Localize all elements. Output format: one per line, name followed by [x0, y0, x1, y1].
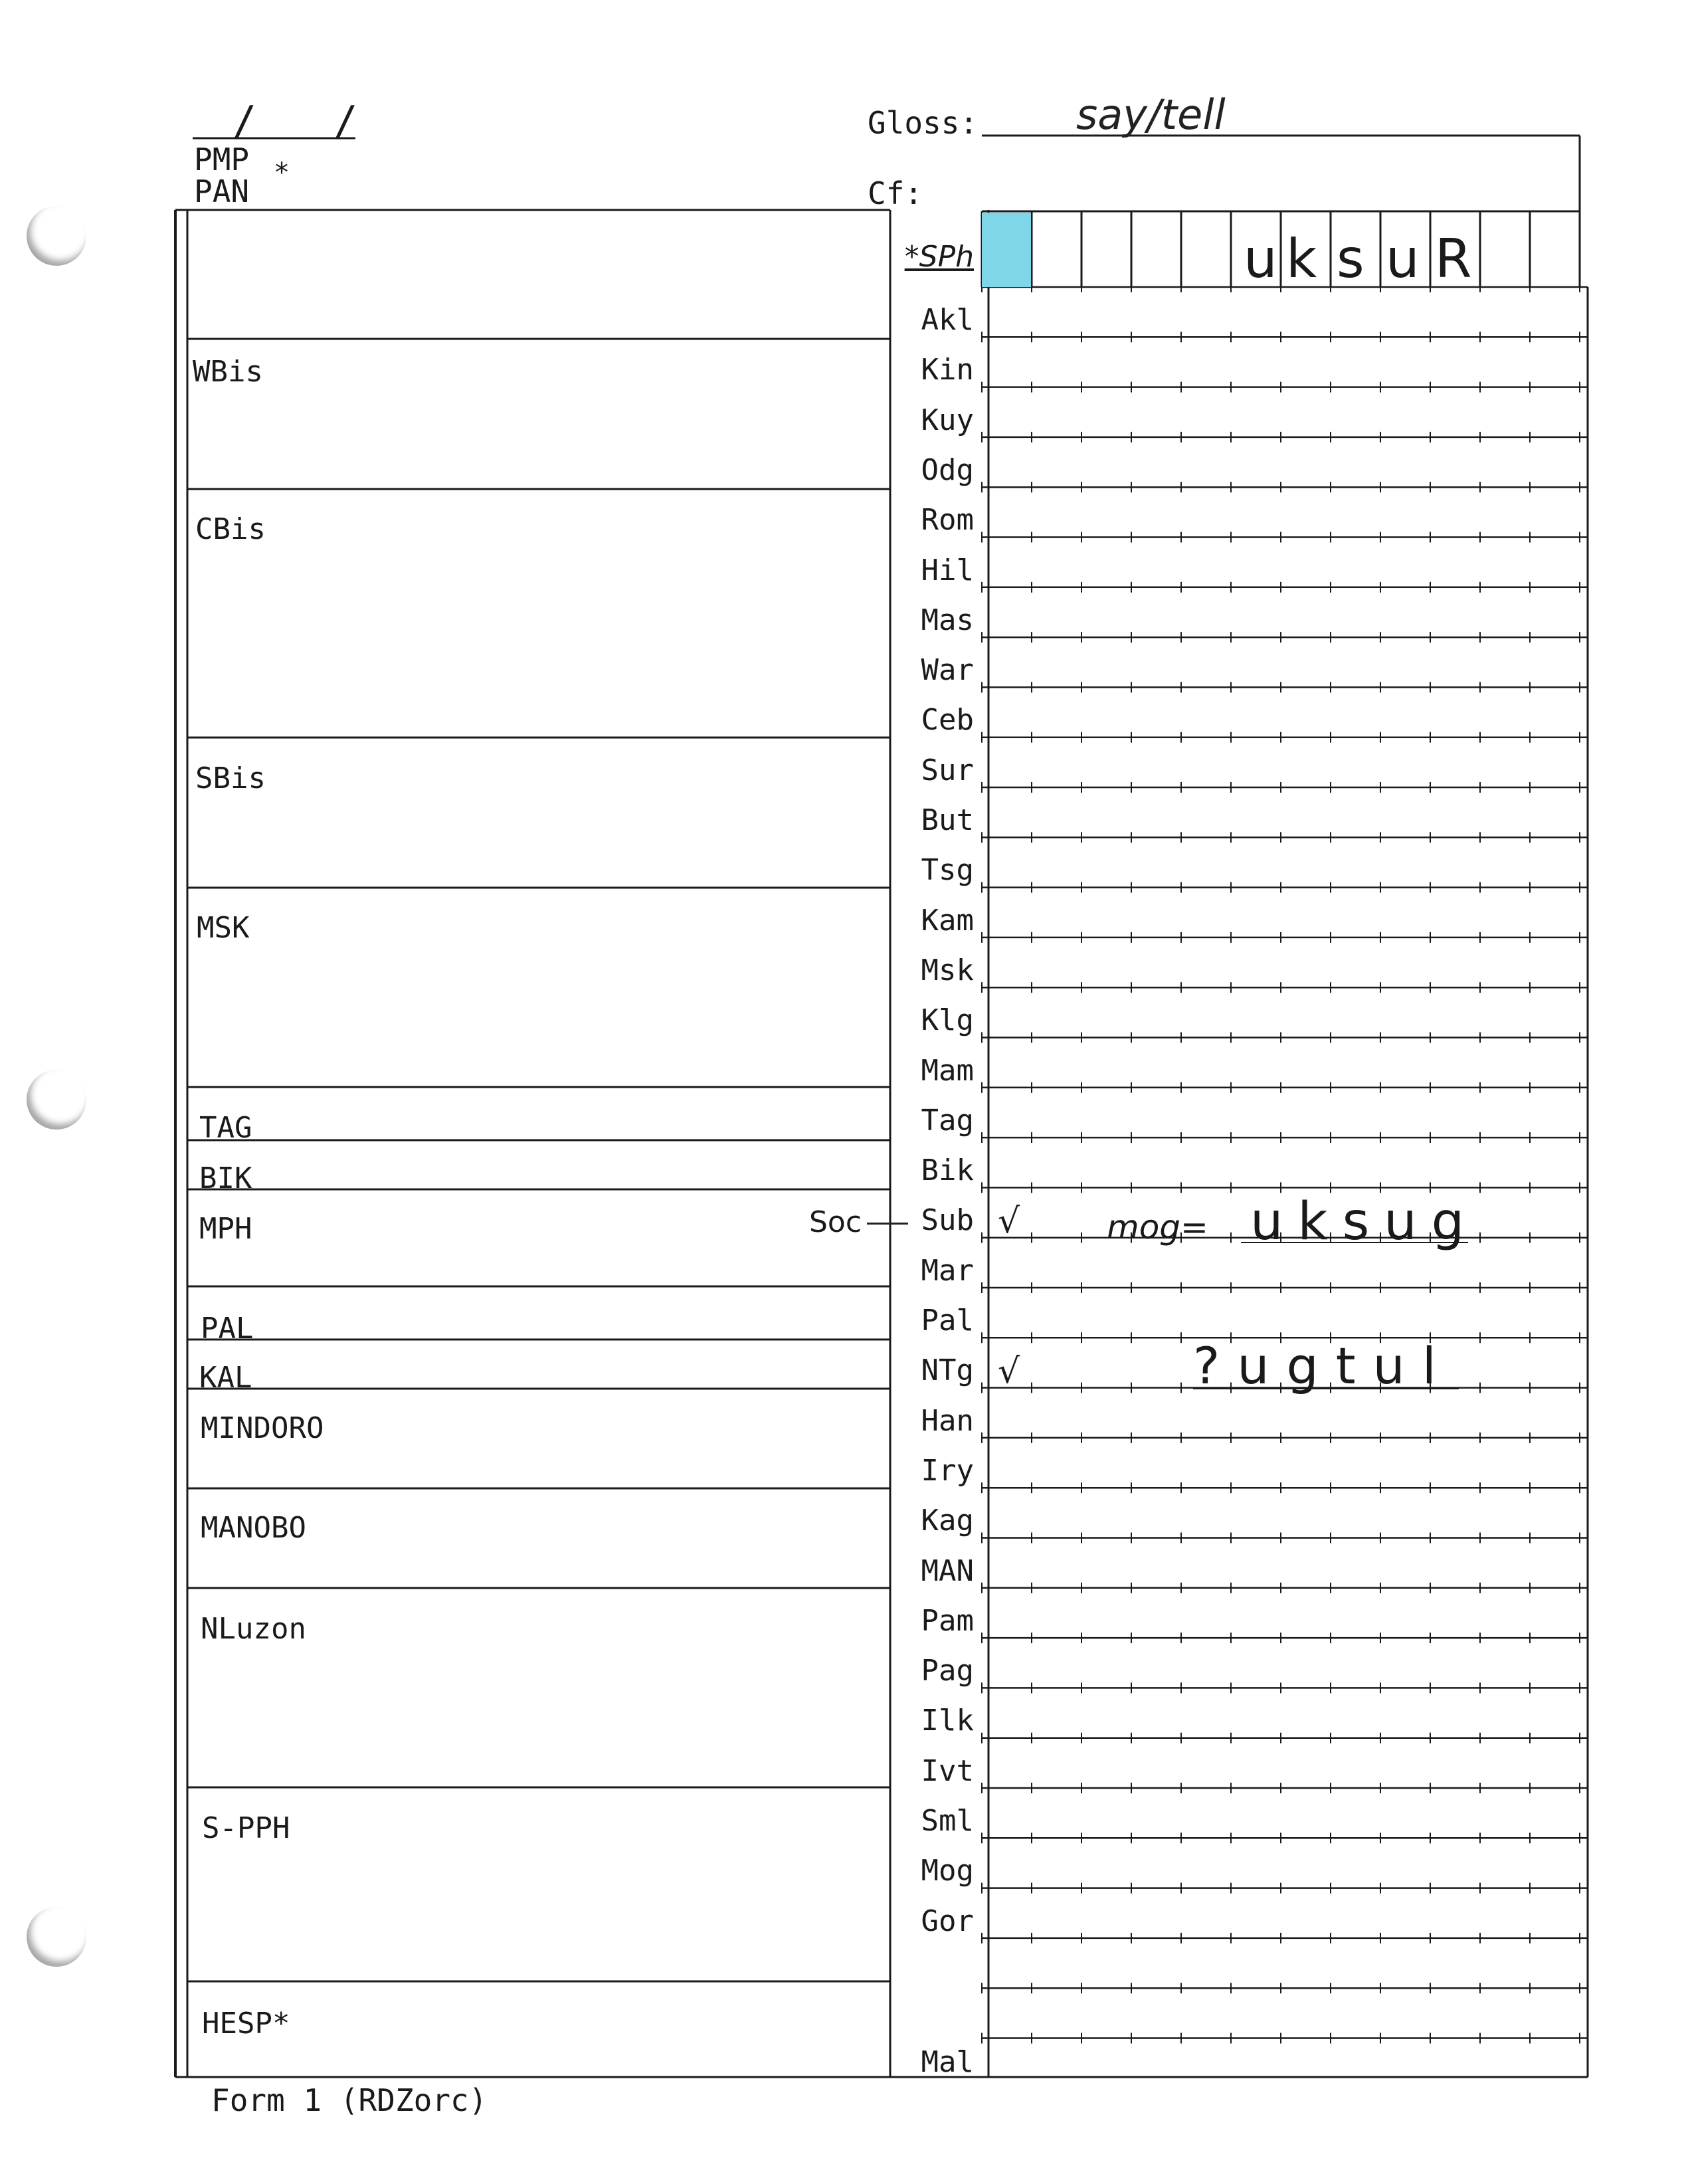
language-label-war: War — [921, 653, 974, 688]
language-label-mas: Mas — [921, 603, 974, 637]
gloss-value: say/tell — [1076, 90, 1226, 139]
group-label-kal: KAL — [199, 1361, 252, 1395]
pan-label: PAN — [194, 173, 250, 209]
group-label-cbis: CBis — [195, 512, 266, 546]
sph-letter-4: u — [1386, 228, 1420, 290]
soc-label: Soc — [809, 1205, 862, 1239]
language-label-but: But — [921, 803, 974, 837]
ntg-check: √ — [998, 1351, 1020, 1391]
language-label-klg: Klg — [921, 1003, 974, 1038]
language-label-kam: Kam — [921, 903, 974, 938]
ntg-form: ?ugtul — [1193, 1336, 1453, 1395]
pan-asterisk: * — [274, 157, 290, 188]
sph-letter-5: R — [1435, 228, 1472, 290]
language-label-ntg: NTg — [921, 1353, 974, 1388]
language-label-odg: Odg — [921, 452, 974, 487]
language-label-kag: Kag — [921, 1504, 974, 1538]
language-label-pam: Pam — [921, 1603, 974, 1638]
group-label-bik: BIK — [199, 1161, 252, 1195]
group-label-hesp: HESP* — [202, 2007, 290, 2040]
language-label-iry: Iry — [921, 1453, 974, 1488]
group-label-mindoro: MINDORO — [201, 1411, 324, 1445]
group-label-manobo: MANOBO — [201, 1511, 306, 1545]
pmp-label: PMP — [194, 142, 250, 177]
language-label-mog: Mog — [921, 1854, 974, 1888]
sph-letter-3: s — [1337, 228, 1364, 290]
language-label-gor: Gor — [921, 1904, 974, 1938]
sph-letter-1: u — [1244, 228, 1277, 290]
gloss-label: Gloss: — [868, 105, 979, 141]
sub-check: √ — [998, 1201, 1020, 1241]
sph-highlight-cell — [982, 213, 1031, 287]
language-label-hil: Hil — [921, 553, 974, 587]
language-label-ilk: Ilk — [921, 1704, 974, 1738]
language-label-rom: Rom — [921, 503, 974, 538]
language-label-kuy: Kuy — [921, 403, 974, 437]
language-label-sur: Sur — [921, 753, 974, 787]
language-label-sub: Sub — [921, 1203, 974, 1238]
language-label-mam: Mam — [921, 1053, 974, 1088]
language-label-han: Han — [921, 1403, 974, 1438]
language-label-tsg: Tsg — [921, 853, 974, 888]
language-label-akl: Akl — [921, 303, 974, 337]
group-label-s-pph: S-PPH — [202, 1811, 290, 1845]
language-label-kin: Kin — [921, 353, 974, 387]
group-label-sbis: SBis — [195, 761, 266, 795]
language-label-man: MAN — [921, 1553, 974, 1588]
date-slashes: / / — [233, 98, 385, 144]
language-label-mar: Mar — [921, 1253, 974, 1288]
sph-letter-2: k — [1286, 228, 1317, 290]
language-label-bik: Bik — [921, 1153, 974, 1188]
language-label-ceb: Ceb — [921, 703, 974, 738]
group-label-tag: TAG — [199, 1111, 252, 1145]
language-label-ivt: Ivt — [921, 1753, 974, 1788]
language-label-tag: Tag — [921, 1103, 974, 1138]
cf-label: Cf: — [868, 175, 923, 211]
language-label-pal: Pal — [921, 1304, 974, 1338]
group-label-nluzon: NLuzon — [201, 1612, 306, 1646]
language-label-sph: *SPh — [904, 240, 974, 274]
group-label-msk: MSK — [197, 911, 250, 945]
group-label-mph: MPH — [199, 1212, 252, 1246]
form-footer: Form 1 (RDZorc) — [211, 2082, 488, 2118]
sub-form: uksug — [1250, 1192, 1479, 1252]
language-label-sml: Sml — [921, 1804, 974, 1838]
language-label-msk: Msk — [921, 953, 974, 987]
language-label-mal: Mal — [921, 2045, 974, 2079]
group-label-pal: PAL — [201, 1312, 254, 1345]
soc-connector-line — [867, 1223, 908, 1225]
group-label-wbis: WBis — [193, 355, 263, 389]
language-label-pag: Pag — [921, 1654, 974, 1688]
sub-note: mog= — [1107, 1208, 1208, 1246]
